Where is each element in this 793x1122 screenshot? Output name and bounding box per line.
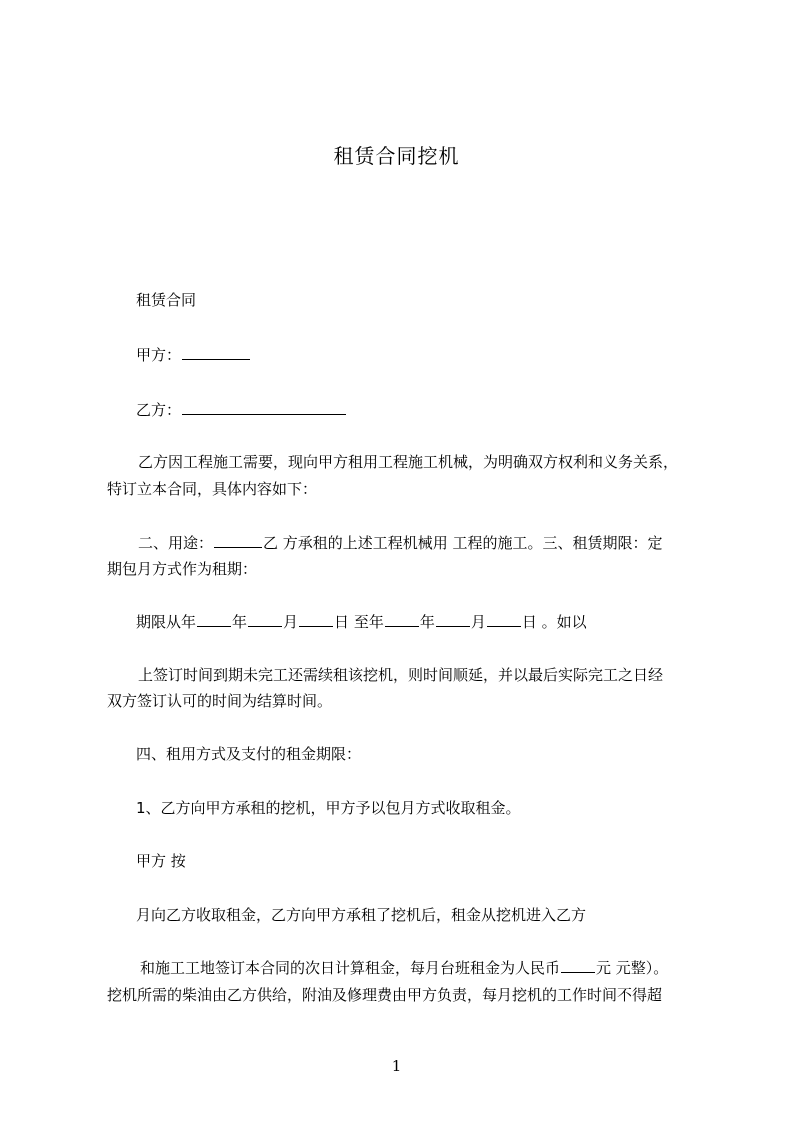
rent-amount-blank — [561, 958, 595, 973]
period-month-label: 月 — [283, 613, 299, 631]
rent-amount-line — [140, 958, 668, 978]
period-to-label: 日 至年 — [334, 613, 384, 631]
contract-heading: 租赁合同 — [136, 291, 197, 309]
paragraph-2-line-2: 期包月方式作为租期： — [107, 560, 258, 578]
end-month-blank — [436, 612, 470, 627]
paragraph-1-line-1: 乙方因工程施工需要，现向甲方租用工程施工机械，为明确双方权利和义务关系， — [138, 453, 679, 471]
page-number: 1 — [391, 1057, 402, 1075]
rent-amount-text: 和施工工地签订本合同的次日计算租金，每月台班租金为人民币 — [140, 959, 561, 977]
lease-period-line — [136, 612, 587, 632]
usage-text: 乙 方承租的上述工程机械用 工程的施工。三、租赁期限：定 — [263, 534, 663, 552]
paragraph-2-line-1 — [138, 533, 663, 553]
party-b-line — [136, 400, 347, 420]
item-1: 1、乙方向甲方承租的挖机，甲方予以包月方式收取租金。 — [136, 799, 521, 817]
party-a-press: 甲方 按 — [136, 852, 186, 870]
paragraph-1-line-2: 特订立本合同，具体内容如下： — [107, 480, 318, 498]
period-end-month-label: 月 — [470, 613, 486, 631]
paragraph-3-line-1: 上签订时间到期未完工还需续租该挖机，则时间顺延，并以最后实际完工之日经 — [138, 666, 664, 684]
fuel-line: 挖机所需的柴油由乙方供给，附油及修理费由甲方负责，每月挖机的工作时间不得超 — [107, 986, 663, 1004]
section-4-heading: 四、租用方式及支付的租金期限： — [136, 745, 362, 763]
usage-blank — [214, 533, 262, 548]
party-b-blank — [182, 400, 346, 415]
usage-label: 二、用途： — [138, 534, 214, 552]
period-end-day-label: 日 。如以 — [521, 613, 587, 631]
period-year-label: 年 — [232, 613, 248, 631]
document-title: 租赁合同挖机 — [333, 144, 460, 168]
party-a-label: 甲方： — [136, 346, 182, 364]
start-month-blank — [248, 612, 282, 627]
period-from-label: 期限从年 — [136, 613, 197, 631]
rent-amount-unit: 元 元整）。 — [596, 959, 669, 977]
end-year-blank — [385, 612, 419, 627]
party-a-line — [136, 345, 251, 365]
end-day-blank — [487, 612, 521, 627]
period-end-year-label: 年 — [419, 613, 435, 631]
party-a-blank — [182, 345, 250, 360]
monthly-rent-line: 月向乙方收取租金，乙方向甲方承租了挖机后，租金从挖机进入乙方 — [136, 906, 587, 924]
paragraph-3-line-2: 双方签订认可的时间为结算时间。 — [107, 692, 333, 710]
party-b-label: 乙方： — [136, 401, 182, 419]
start-year-blank — [197, 612, 231, 627]
start-day-blank — [299, 612, 333, 627]
